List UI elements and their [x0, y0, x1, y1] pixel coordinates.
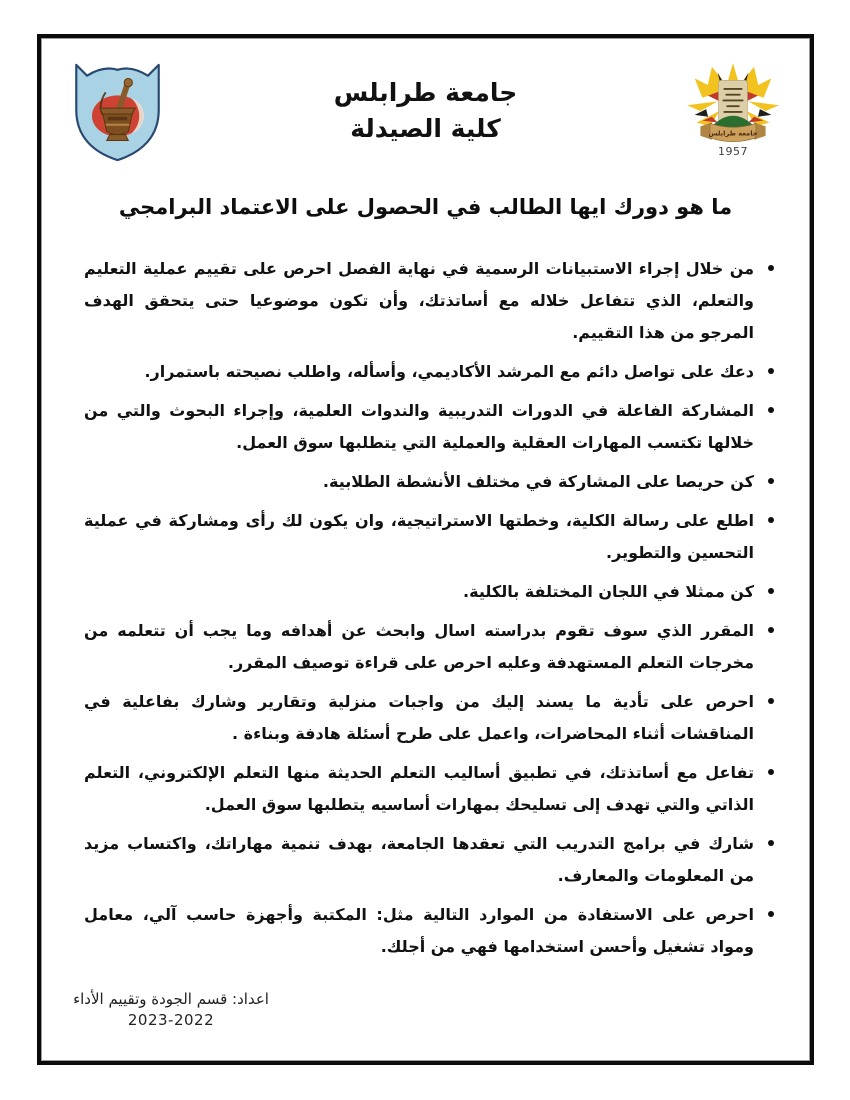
- list-item: [84, 466, 779, 498]
- list-item: [84, 757, 779, 821]
- letterhead: [42, 75, 809, 147]
- list-item-text: احرص على الاستفادة من الموارد التالية مثل: المكتبة وأجهزة حاسب آلي، معامل ومواد تشغيل وأحسن استخدامها فهي من أجلك.: [84, 905, 754, 956]
- list-item: [84, 899, 779, 963]
- academic-year-text: 2023-2022: [127, 1011, 215, 1029]
- faculty-name: كلية الصيدلة: [350, 114, 501, 143]
- list-item-text: كن حريصا على المشاركة في مختلف الأنشطة الطلابية.: [322, 472, 754, 491]
- list-item: [84, 356, 779, 388]
- bullet-icon: [768, 840, 774, 846]
- list-item-text: شارك في برامج التدريب التي تعقدها الجامعة، بهدف تنمية مهاراتك، واكتساب مزيد من المعلومات والمعارف.: [84, 834, 754, 885]
- bullet-icon: [768, 769, 774, 775]
- list-item: [84, 615, 779, 679]
- list-item-text: المقرر الذي سوف تقوم بدراسته اسال وابحث عن أهدافه وما يجب أن تتعلمه من مخرجات التعلم المستهدفة وعليه احرص على قراءة توصيف المقرر.: [84, 621, 754, 672]
- list-item-text: المشاركة الفاعلة في الدورات التدريبية والندوات العلمية، وإجراء البحوث والتي من خلالها تكتسب المهارات العقلية والعملية التي يتطلبها سوق العمل.: [84, 401, 754, 452]
- bullet-icon: [768, 588, 774, 594]
- document-title: ما هو دورك ايها الطالب في الحصول على الاعتماد البرامجي: [118, 195, 733, 219]
- bullet-icon: [768, 627, 774, 633]
- university-name: جامعة طرابلس: [333, 78, 518, 107]
- bullet-icon: [768, 368, 774, 374]
- bullet-icon: [768, 911, 774, 917]
- list-item-text: كن ممثلا في اللجان المختلفة بالكلية.: [463, 582, 754, 601]
- list-item-text: من خلال إجراء الاستبيانات الرسمية في نهاية الفصل احرص على تقييم عملية التعليم والتعلم، الذي تتفاعل خلاله مع أساتذتك، وأن تكون موضوعيا حتى يتحقق الهدف المرجو من هذا التقييم.: [84, 259, 754, 342]
- list-item: [84, 253, 779, 349]
- list-item: [84, 686, 779, 750]
- bullet-icon: [768, 698, 774, 704]
- page-border-frame: [37, 34, 814, 1065]
- bullet-icon: [768, 265, 774, 271]
- list-item-text: تفاعل مع أساتذتك، في تطبيق أساليب التعلم الحديثة منها التعلم الإلكتروني، التعلم الذاتي والتي تهدف إلى تسليحك بمهارات أساسيه يتطلبها سوق العمل.: [84, 763, 754, 814]
- list-item-text: دعك على تواصل دائم مع المرشد الأكاديمي، وأسأله، واطلب نصيحته باستمرار.: [144, 362, 754, 381]
- page-inner-frame: [41, 38, 810, 1061]
- list-item: [84, 505, 779, 569]
- footer: [62, 989, 280, 1031]
- list-item-text: احرص على تأدية ما يسند إليك من واجبات منزلية وتقارير وشارك بفاعلية في المناقشات أثناء المحاضرات، واعمل على طرح أسئلة هادفة وبناءة .: [84, 692, 754, 743]
- list-item-text: اطلع على رسالة الكلية، وخطتها الاستراتيجية، وان يكون لك رأى ومشاركة في عملية التحسين والتطوير.: [84, 511, 754, 562]
- prepared-by-text: اعداد: قسم الجودة وتقييم الأداء: [73, 990, 269, 1008]
- list-item: [84, 828, 779, 892]
- bullet-icon: [768, 478, 774, 484]
- bullet-list: [84, 253, 779, 970]
- founding-year-text: 1957: [718, 145, 748, 159]
- bullet-icon: [768, 517, 774, 523]
- list-item: [84, 395, 779, 459]
- bullet-icon: [768, 407, 774, 413]
- list-item: [84, 576, 779, 608]
- ribbon-banner-text: جامعة طرابلس: [708, 129, 758, 138]
